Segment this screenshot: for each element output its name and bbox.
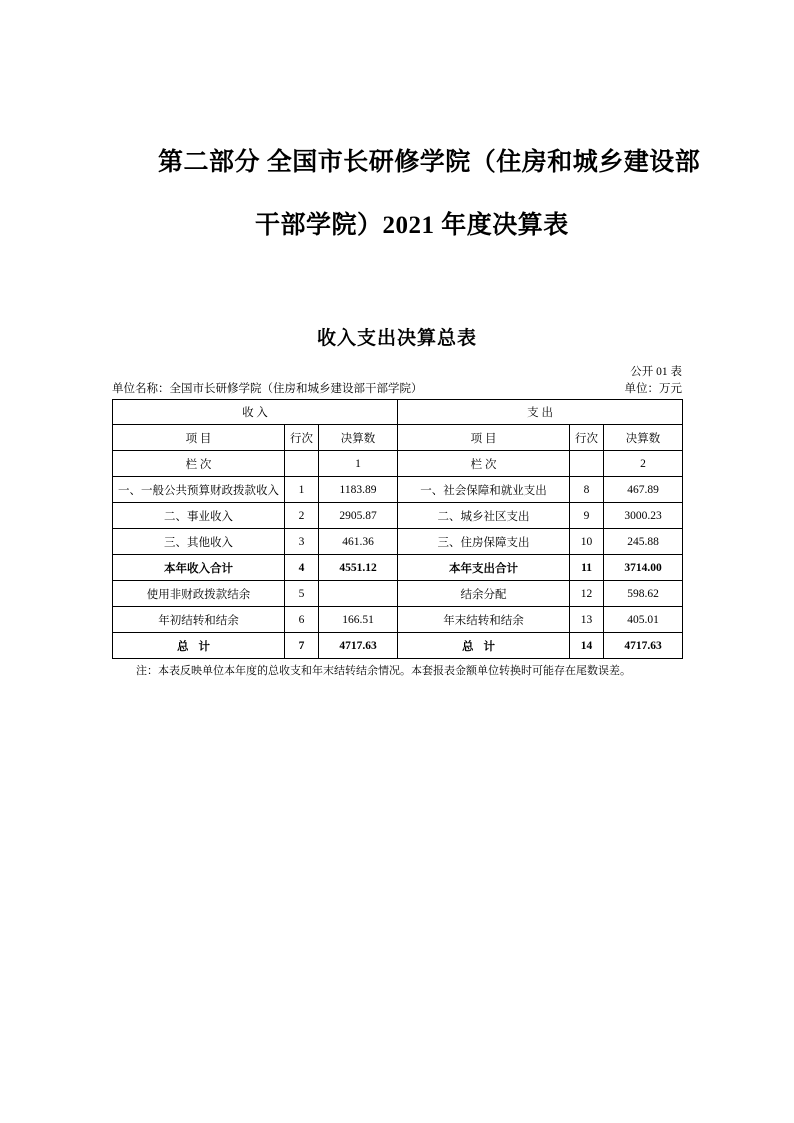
income-amount: 461.36 [319,529,398,555]
financial-table-wrap [112,399,682,659]
expense-line: 14 [570,633,604,659]
index-label-income: 栏 次 [113,451,285,477]
income-amount: 166.51 [319,607,398,633]
table-group-header-row [113,400,683,425]
income-item: 本年收入合计 [113,555,285,581]
income-item: 年初结转和结余 [113,607,285,633]
group-header-income: 收 入 [113,400,398,425]
income-amount [319,581,398,607]
expense-item: 总计 [398,633,570,659]
page-title-line-2: 干部学院）2021 年度决算表 [255,212,569,239]
income-line: 5 [285,581,319,607]
table-column-index-row [113,451,683,477]
table-meta [112,350,682,397]
expense-line: 11 [570,555,604,581]
expense-amount: 3000.23 [604,503,683,529]
income-amount: 2905.87 [319,503,398,529]
page-title-line-1: 第二部分 全国市长研修学院（住房和城乡建设部 [158,149,701,176]
income-line: 2 [285,503,319,529]
index-expense-col: 2 [604,451,683,477]
amount-unit: 单位：万元 [624,382,682,395]
income-amount: 4717.63 [319,633,398,659]
income-item: 二、事业收入 [113,503,285,529]
income-amount: 1183.89 [319,477,398,503]
expense-amount: 3714.00 [604,555,683,581]
expense-amount: 245.88 [604,529,683,555]
expense-item: 本年支出合计 [398,555,570,581]
meta-row-unit [112,381,682,398]
income-amount: 4551.12 [319,555,398,581]
income-item: 三、其他收入 [113,529,285,555]
table-row [113,607,683,633]
table-caption: 收入支出决算总表 [316,328,477,349]
index-label-expense: 栏 次 [398,451,570,477]
expense-amount: 405.01 [604,607,683,633]
expense-line: 13 [570,607,604,633]
income-line: 1 [285,477,319,503]
group-header-expense: 支 出 [398,400,683,425]
index-blank-income-line [285,451,319,477]
meta-row-form-code [112,364,682,381]
table-row [113,477,683,503]
col-header-income-item: 项 目 [113,425,285,451]
income-item: 总计 [113,633,285,659]
income-item: 使用非财政拨款结余 [113,581,285,607]
expense-item: 二、城乡社区支出 [398,503,570,529]
expense-line: 8 [570,477,604,503]
col-header-income-amount: 决算数 [319,425,398,451]
table-column-header-row [113,425,683,451]
table-row-subtotal [113,555,683,581]
expense-item: 结余分配 [398,581,570,607]
form-code: 公开 01 表 [630,366,682,378]
col-header-expense-item: 项 目 [398,425,570,451]
income-line: 3 [285,529,319,555]
expense-item: 年末结转和结余 [398,607,570,633]
index-blank-expense-line [570,451,604,477]
unit-name: 单位名称：全国市长研修学院（住房和城乡建设部干部学院） [112,382,423,395]
col-header-income-line: 行次 [285,425,319,451]
table-row [113,581,683,607]
table-note: 注：本表反映单位本年度的总收支和年末结转结余情况。本套报表金额单位转换时可能存在尾数误差。 [136,665,631,678]
expense-item: 三、住房保障支出 [398,529,570,555]
col-header-expense-amount: 决算数 [604,425,683,451]
expense-line: 12 [570,581,604,607]
income-item: 一、一般公共预算财政拨款收入 [113,477,285,503]
index-income-col: 1 [319,451,398,477]
expense-item: 一、社会保障和就业支出 [398,477,570,503]
income-line: 6 [285,607,319,633]
expense-amount: 598.62 [604,581,683,607]
expense-line: 9 [570,503,604,529]
col-header-expense-line: 行次 [570,425,604,451]
income-line: 4 [285,555,319,581]
table-row-grand-total [113,633,683,659]
expense-amount: 4717.63 [604,633,683,659]
income-line: 7 [285,633,319,659]
income-expense-table [112,399,683,659]
expense-line: 10 [570,529,604,555]
expense-amount: 467.89 [604,477,683,503]
page-title [0,0,794,238]
table-row [113,529,683,555]
table-row [113,503,683,529]
